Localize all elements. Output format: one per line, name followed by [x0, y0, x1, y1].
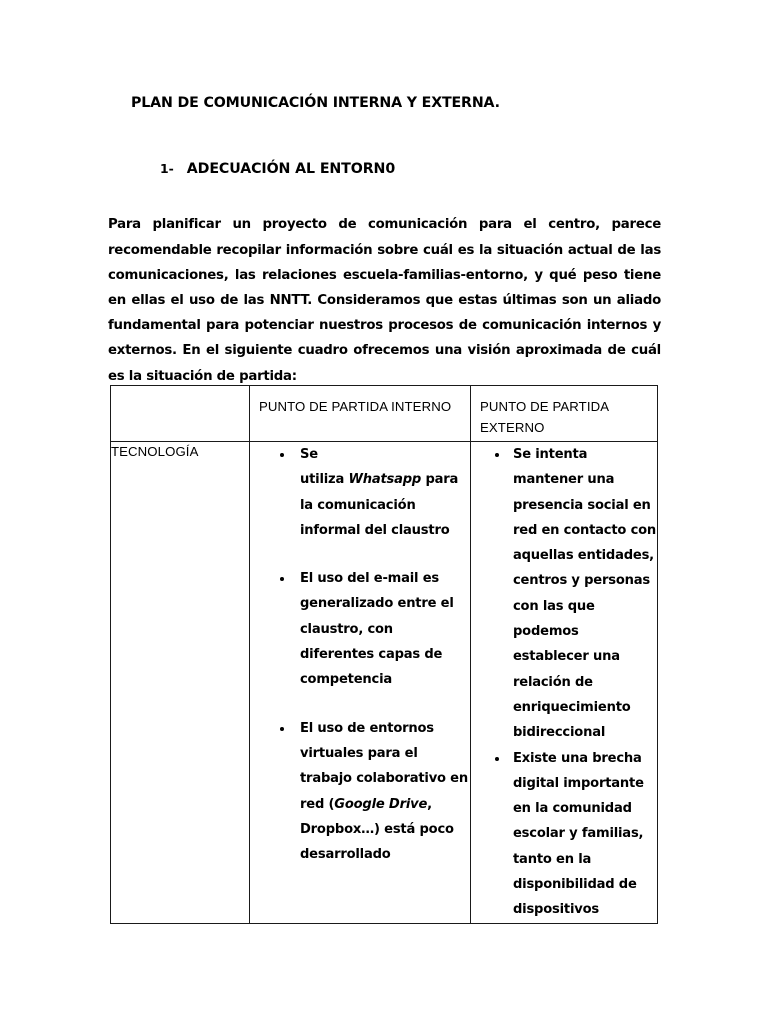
list-item: Se intenta mantener una presencia social en red en contacto con aquellas entidades, centros y personas con las que podemos establecer una relación de enriquecimiento bidireccional	[471, 442, 657, 746]
bullet-list-externo	[471, 442, 657, 923]
table-row	[111, 442, 658, 924]
cell-externo-tecnologia	[471, 442, 658, 924]
situation-table	[110, 385, 658, 924]
situation-table-wrapper	[110, 385, 657, 924]
table-header-externo	[471, 386, 658, 442]
bullet-list-interno	[250, 442, 470, 867]
list-item: Existe una brecha digital importante en la comunidad escolar y familias, tanto en la disponibilidad de dispositivos	[471, 746, 657, 923]
intro-paragraph: Para planificar un proyecto de comunicación para el centro, parece recomendable recopilar información sobre cuál es la situación actual de las comunicaciones, las relaciones escuela-familias-entorno, y qué peso tiene en ellas el uso de las NNTT. Consideramos que estas últimas son un aliado fundamental para potenciar nuestros procesos de comunicación internos y externos. En el siguiente cuadro ofrecemos una visión aproximada de cuál es la situación de partida:	[108, 217, 661, 384]
list-item: El uso del e-mail es generalizado entre el claustro, con diferentes capas de competencia	[250, 566, 470, 692]
table-header-interno-label: PUNTO DE PARTIDA INTERNO	[259, 399, 452, 414]
list-item: Se utiliza Whatsapp para la comunicación informal del claustro	[250, 442, 470, 543]
section-heading-text: ADECUACIÓN AL ENTORN0	[186, 161, 396, 177]
table-header-row	[111, 386, 658, 442]
cell-interno-tecnologia	[250, 442, 471, 924]
section-heading	[160, 161, 395, 177]
list-item: El uso de entornos virtuales para el trabajo colaborativo en red (Google Drive, Dropbox…) está poco desarrollado	[250, 716, 470, 868]
row-label-tecnologia: TECNOLOGÍA	[111, 442, 250, 924]
page-title: PLAN DE COMUNICACIÓN INTERNA Y EXTERNA.	[131, 94, 500, 111]
table-header-externo-label: PUNTO DE PARTIDA EXTERNO	[480, 399, 609, 435]
section-number: 1-	[160, 161, 174, 176]
table-header-interno	[250, 386, 471, 442]
table-corner-cell	[111, 386, 250, 442]
